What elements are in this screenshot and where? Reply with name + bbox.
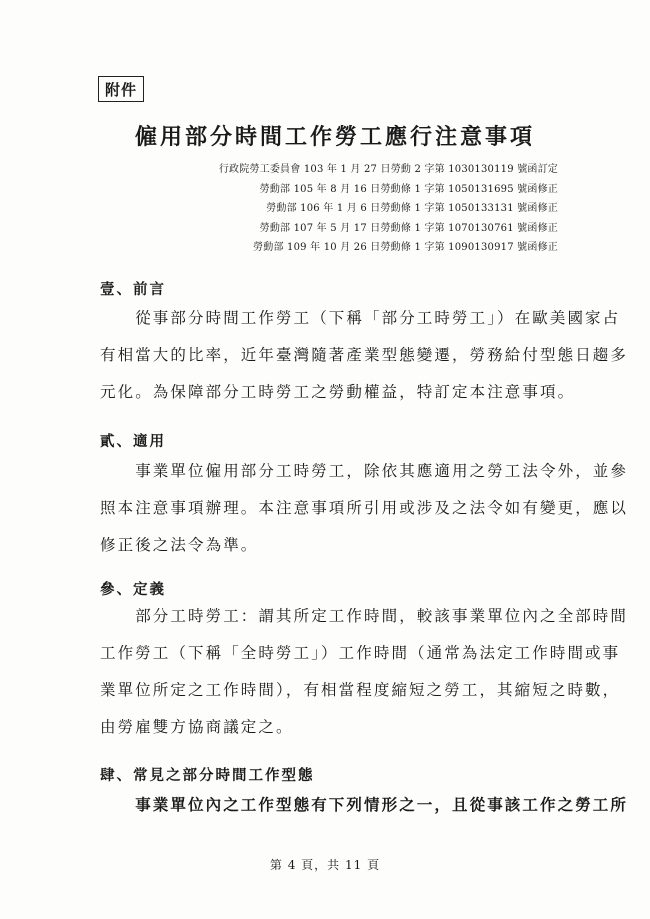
paragraph-line: 業單位所定之工作時間），有相當程度縮短之勞工，其縮短之時數， [100, 681, 621, 699]
section-body-preface [100, 300, 629, 411]
paragraph-line: 修正後之法令為準。 [100, 536, 259, 554]
paragraph-line: 照本注意事項辦理。本注意事項所引用或涉及之法令如有變更，應以 [100, 499, 629, 517]
revision-line: 行政院勞工委員會 103 年 1 月 27 日勞動 2 字第 1030130119 號函訂定 [218, 164, 558, 175]
revision-history [198, 160, 558, 258]
paragraph-line: 部分工時勞工：謂其所定工作時間，較該事業單位內之全部時間 [100, 607, 629, 625]
revision-line: 勞動部 105 年 8 月 16 日勞動條 1 字第 1050131695 號函修正 [259, 183, 558, 195]
section-body-work-types [100, 786, 629, 823]
paragraph-line: 由勞雇雙方協商議定之。 [100, 718, 294, 736]
paragraph-line: 事業單位僱用部分工時勞工，除依其應適用之勞工法令外，並參 [100, 462, 629, 480]
paragraph-line: 事業單位內之工作型態有下列情形之一，且從事該工作之勞工所 [100, 795, 629, 814]
section-heading-work-types: 肆、常見之部分時間工作型態 [100, 767, 315, 784]
section-body-definition [100, 598, 629, 746]
paragraph-line: 工作勞工（下稱「全時勞工」）工作時間（通常為法定工作時間或事 [100, 644, 621, 662]
revision-line: 勞動部 109 年 10 月 26 日勞動條 1 字第 1090130917 號函修正 [253, 242, 558, 254]
revision-line: 勞動部 106 年 1 月 6 日勞動條 1 字第 1050133131 號函修正 [266, 203, 558, 215]
paragraph-line: 從事部分時間工作勞工（下稱「部分工時勞工」）在歐美國家占 [100, 309, 621, 327]
attachment-label: 附件 [98, 76, 144, 102]
revision-line: 勞動部 107 年 5 月 17 日勞動條 1 字第 1070130761 號函修正 [259, 222, 558, 234]
page-footer: 第 4 頁，共 11 頁 [269, 858, 381, 872]
section-heading-definition: 參、定義 [100, 581, 166, 598]
section-heading-preface: 壹、前言 [100, 281, 166, 298]
section-heading-scope: 貳、適用 [100, 433, 166, 450]
section-body-scope [100, 453, 629, 564]
document-title: 僱用部分時間工作勞工應行注意事項 [134, 124, 535, 150]
paragraph-line: 元化。為保障部分工時勞工之勞動權益，特訂定本注意事項。 [100, 383, 576, 401]
paragraph-line: 有相當大的比率，近年臺灣隨著產業型態變遷，勞務給付型態日趨多 [100, 346, 629, 364]
